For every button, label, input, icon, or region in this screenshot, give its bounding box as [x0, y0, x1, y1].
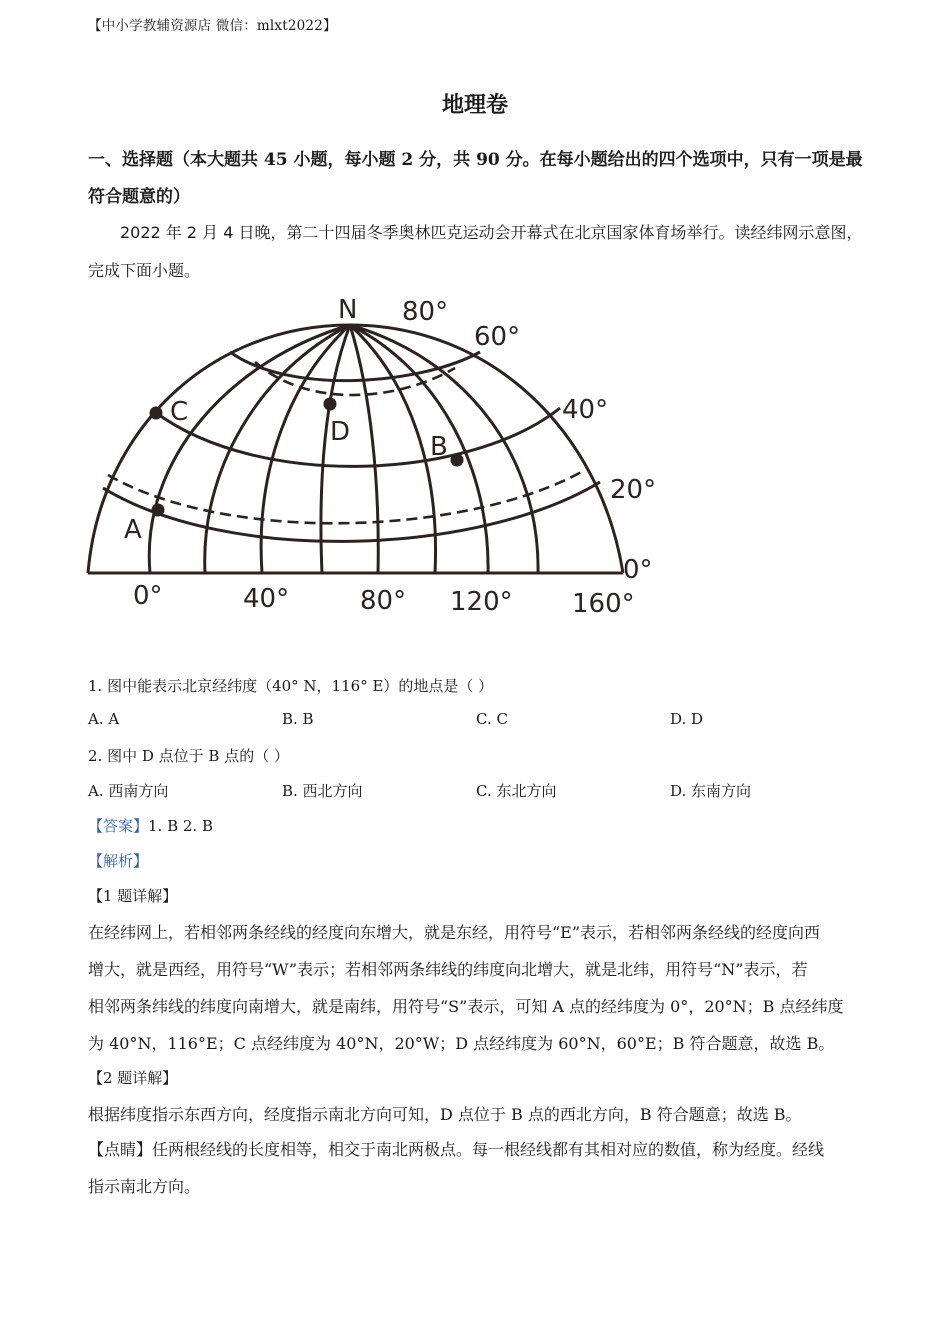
intro-paragraph: 2022 年 2 月 4 日晚，第二十四届冬季奥林匹克运动会开幕式在北京国家体育场举行。读经纬网示意图，完成下面小题。: [88, 223, 863, 280]
detail-2-text: 根据纬度指示东西方向，经度指示南北方向可知，D 点位于 B 点的西北方向，B 符合题意；故选 B。: [88, 1105, 802, 1124]
detail-1-label: 【1 题详解】: [88, 887, 178, 905]
tip-row: [88, 1137, 824, 1160]
lon-label-120: 120°: [450, 587, 513, 617]
question-2-option-c: C. 东北方向: [476, 782, 557, 800]
detail-1-line: 在经纬网上，若相邻两条经线的经度向东增大，就是东经，用符号“E”表示，若相邻两条经线的经度向西: [88, 923, 821, 942]
question-1-option-c: C. C: [476, 710, 508, 728]
page-title: 地理卷: [441, 92, 508, 118]
point-b-label: B: [430, 432, 448, 462]
parallel-line: [230, 352, 480, 381]
tip-label: 【点睛】: [88, 1140, 153, 1159]
question-2-option-a: A. 西南方向: [88, 782, 169, 800]
lon-label-0: 0°: [133, 581, 163, 611]
detail-1-line: 相邻两条纬线的纬度向南增大，就是南纬，用符号“S”表示，可知 A 点的经纬度为 0°，20°N；B 点经纬度: [88, 997, 844, 1016]
outer-boundary: [88, 325, 623, 573]
point-d-marker: [324, 398, 337, 411]
point-c-marker: [150, 407, 163, 420]
lon-label-80: 80°: [360, 586, 407, 616]
question-2-stem: 2. 图中 D 点位于 B 点的（ ）: [88, 747, 289, 765]
meridian-line: [321, 325, 350, 573]
tip-line: 任两根经线的长度相等，相交于南北两极点。每一根经线都有其相对应的数值，称为经度。经线: [152, 1140, 825, 1159]
answer-text: 1. B 2. B: [148, 817, 213, 835]
analysis-label: 【解析】: [88, 852, 149, 870]
answer-label: 【答案】: [88, 817, 149, 835]
dashed-parallel: [255, 362, 455, 395]
detail-2-label: 【2 题详解】: [88, 1069, 178, 1087]
question-1-stem: 1. 图中能表示北京经纬度（40° N，116° E）的地点是（ ）: [88, 677, 494, 695]
question-1-option-a: A. A: [88, 710, 120, 728]
lat-label-80: 80°: [402, 297, 449, 327]
lon-label-160: 160°: [572, 589, 635, 619]
question-1-option-d: D. D: [670, 710, 704, 728]
dashed-parallel: [108, 470, 585, 523]
lat-label-60: 60°: [474, 322, 521, 352]
meridian-line: [350, 325, 378, 573]
lon-label-40: 40°: [243, 584, 290, 614]
lat-label-20: 20°: [610, 475, 657, 505]
question-2-option-d: D. 东南方向: [670, 782, 752, 800]
north-label: N: [338, 295, 358, 325]
question-1-option-b: B. B: [282, 710, 314, 728]
point-d-label: D: [330, 417, 351, 447]
section-heading: 一、选择题（本大题共 45 小题，每小题 2 分，共 90 分。在每小题给出的四个选项中，只有一项是最符合题意的）: [88, 150, 863, 207]
point-a-marker: [152, 504, 165, 517]
tip-line: 指示南北方向。: [88, 1177, 201, 1196]
page-header: 【中小学教辅资源店 微信：mlxt2022】: [88, 18, 337, 34]
parallel-line: [155, 408, 560, 466]
point-a-label: A: [124, 515, 142, 545]
answer-row: [88, 815, 213, 836]
detail-1-line: 为 40°N，116°E；C 点经纬度为 40°N，20°W；D 点经纬度为 60°N，60°E；B 符合题意，故选 B。: [88, 1034, 835, 1053]
graticule-map: [80, 288, 680, 628]
lat-label-40: 40°: [562, 395, 609, 425]
lat-label-0: 0°: [623, 555, 653, 585]
point-b-marker: [451, 454, 464, 467]
detail-1-line: 增大，就是西经，用符号“W”表示；若相邻两条纬线的纬度向北增大，就是北纬，用符号“N”表示，若: [88, 960, 808, 979]
point-c-label: C: [170, 397, 189, 427]
question-2-option-b: B. 西北方向: [282, 782, 363, 800]
